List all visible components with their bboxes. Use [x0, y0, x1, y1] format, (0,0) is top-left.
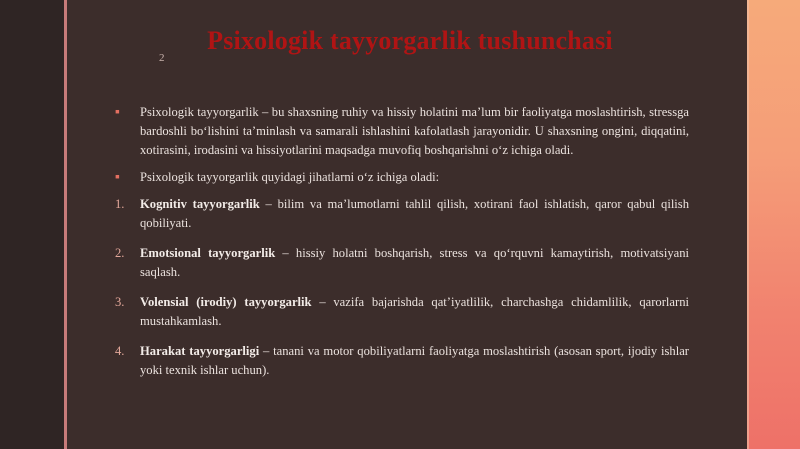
list-term: Emotsional tayyorgarlik: [140, 246, 276, 260]
list-term: Harakat tayyorgarligi: [140, 344, 260, 358]
bullet-definition: [113, 103, 689, 160]
list-number: 2.: [115, 246, 125, 260]
list-description: – hissiy holatni boshqarish, stress va qoʻrquvni kamaytirish, motivatsiyani saqlash.: [140, 246, 689, 279]
left-margin-strip: [0, 0, 64, 449]
list-number: 3.: [115, 295, 125, 309]
list-description: – tanani va motor qobiliyatlarni faoliyatga moslashtirish (asosan sport, ijodiy ishlar yoki texnik ishlar uchun).: [140, 344, 689, 377]
right-panel-edge: [747, 0, 749, 449]
slide-body: [113, 103, 689, 391]
list-item: [113, 293, 689, 331]
list-term: Kognitiv tayyorgarlik: [140, 197, 260, 211]
list-description: – bilim va maʼlumotlarni tahlil qilish, xotirani faol ishlatish, qaror qabul qilish qobiliyati.: [140, 197, 690, 230]
list-item: [113, 195, 689, 233]
bullet-square-icon: ▪: [115, 170, 120, 185]
slide-number: 2: [159, 52, 165, 64]
list-number: 4.: [115, 344, 125, 358]
list-description: – vazifa bajarishda qatʼiyatlilik, charchashga chidamlilik, qarorlarni mustahkamlash.: [140, 295, 689, 328]
list-item: [113, 342, 689, 380]
right-accent-panel: [747, 0, 800, 449]
slide-title: Psixologik tayyorgarlik tushunchasi: [207, 26, 613, 55]
bullet-text: Psixologik tayyorgarlik – bu shaxsning ruhiy va hissiy holatini maʼlum bir faoliyatga moslashtirish, stressga bardoshli boʻlishini taʼminlash va samarali ishlashini kafolatlash jarayonidir. U shaxsning ongini, diqqatini, xotirasini, irodasini va hissiyotlarini maqsadga muvofiq boshqarishni oʻz ichiga oladi.: [140, 105, 689, 157]
bullet-square-icon: ▪: [115, 105, 120, 120]
list-number: 1.: [115, 197, 125, 211]
list-item: [113, 244, 689, 282]
bullet-intro: [113, 168, 689, 187]
list-term: Volensial (irodiy) tayyorgarlik: [140, 295, 312, 309]
bullet-text: Psixologik tayyorgarlik quyidagi jihatlarni oʻz ichiga oladi:: [140, 170, 440, 184]
